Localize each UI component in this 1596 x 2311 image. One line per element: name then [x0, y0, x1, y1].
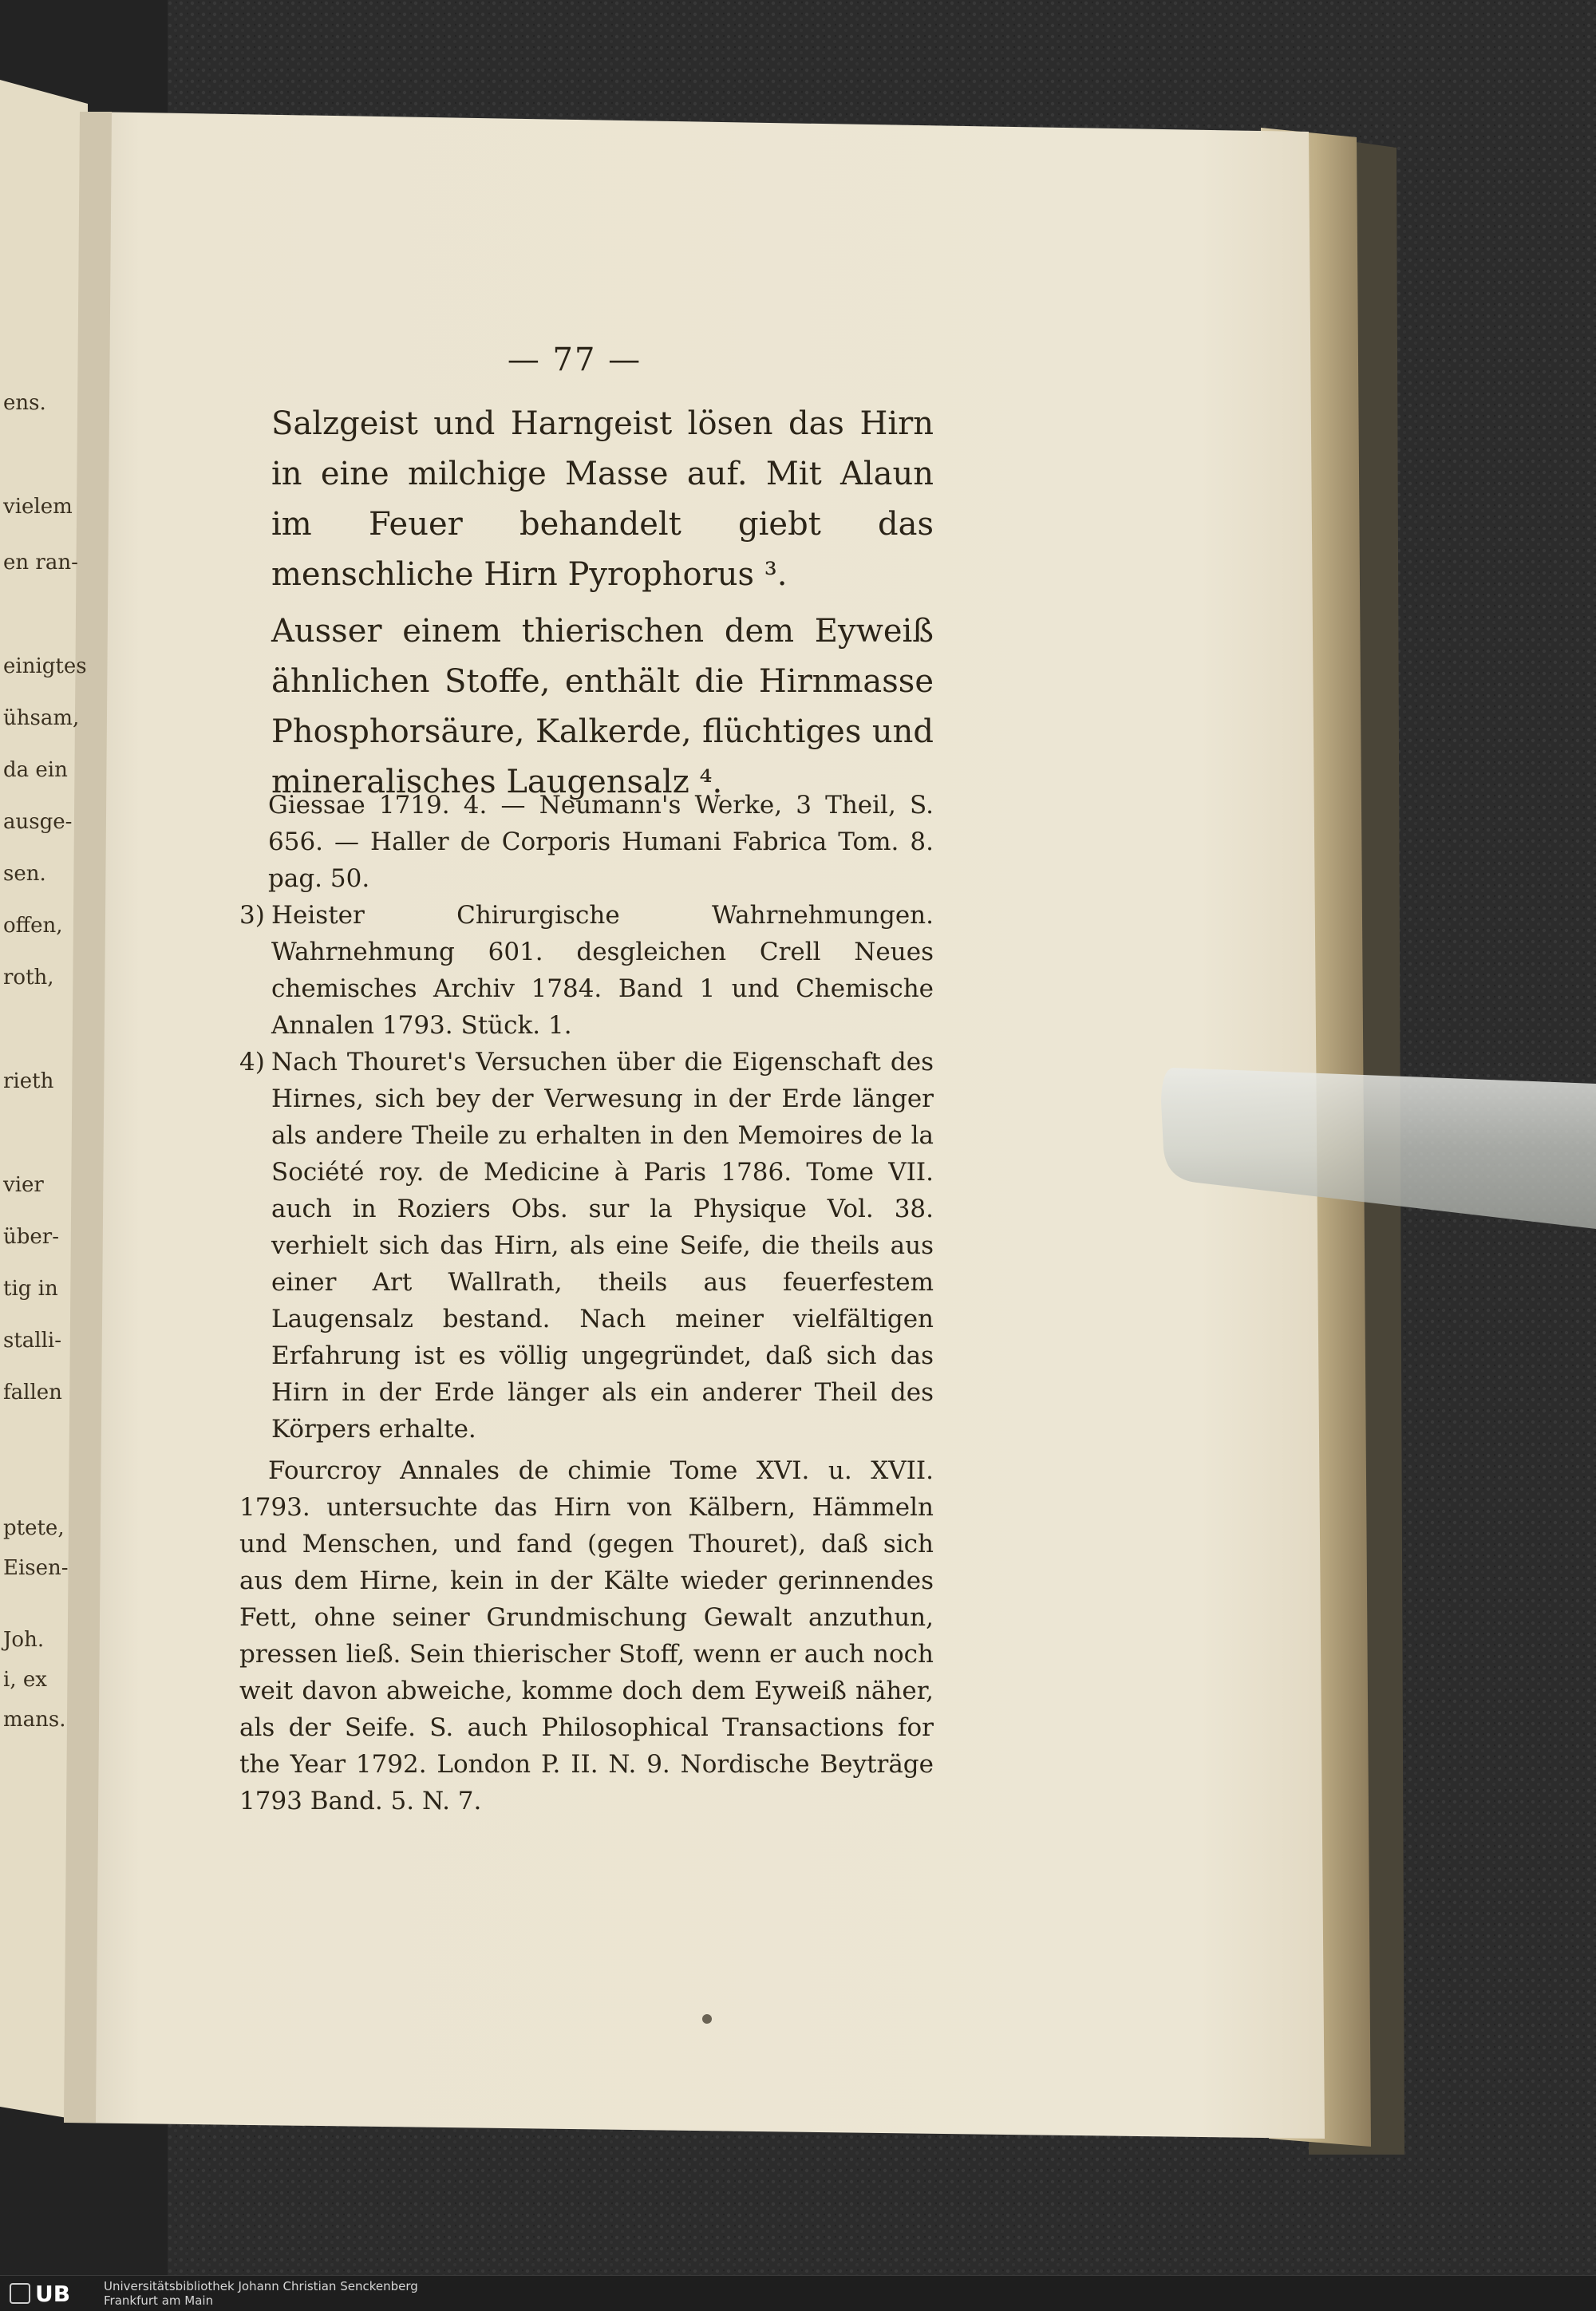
library-footer	[0, 2275, 1596, 2311]
library-logo-text: UB	[35, 2280, 71, 2307]
left-fragment: Joh.	[3, 1628, 45, 1652]
left-fragment: i, ex	[3, 1668, 47, 1692]
page-mark	[702, 2014, 712, 2024]
library-seal-icon	[10, 2283, 30, 2304]
left-fragment: offen,	[3, 914, 63, 938]
paragraph: Salzgeist und Harngeist lösen das Hirn in eine milchige Masse auf. Mit Alaun im Feuer behandelt giebt das menschliche Hirn Pyrophorus ³.	[271, 405, 934, 593]
footnote-number: 4)	[239, 1048, 265, 1076]
left-fragment: vielem	[3, 495, 73, 519]
main-text	[271, 399, 934, 808]
left-fragment: da ein	[3, 758, 68, 782]
left-fragment: Eisen-	[3, 1556, 69, 1580]
page-number: — 77 —	[507, 342, 642, 378]
left-fragment: tig in	[3, 1277, 58, 1301]
library-name	[104, 2279, 418, 2308]
left-fragment: roth,	[3, 966, 54, 990]
left-fragment: ens.	[3, 391, 46, 415]
footnote-continuation: Fourcroy Annales de chimie Tome XVI. u. XVII. 1793. untersuchte das Hirn von Kälbern, Hämmeln und Menschen, und fand (gegen Thouret), daß sich aus dem Hirne, kein in der Kälte wieder gerinnendes Fett, ohne seiner Grundmischung Gewalt anzuthun, pressen ließ. Sein thierischer Stoff, wenn er auch noch weit davon abweiche, komme doch dem Eyweiß näher, als der Seife. S. auch Philosophical Transactions for the Year 1792. London P. II. N. 9. Nordische Beyträge 1793 Band. 5. N. 7.	[239, 1456, 934, 1815]
left-fragment: ühsam,	[3, 706, 80, 730]
paragraph: Ausser einem thierischen dem Eyweiß ähnlichen Stoffe, enthält die Hirnmasse Phosphorsäure, Kalkerde, flüchtiges und mineralisches Laugensalz ⁴.	[271, 613, 934, 800]
left-fragment: fallen	[3, 1381, 62, 1404]
left-fragment: sen.	[3, 862, 46, 886]
footnote-text: Heister Chirurgische Wahrnehmungen. Wahrnehmung 601. desgleichen Crell Neues chemisches Archiv 1784. Band 1 und Chemische Annalen 1793. Stück. 1.	[271, 901, 934, 1040]
library-logo[interactable]	[10, 2280, 96, 2307]
library-name-line2: Frankfurt am Main	[104, 2293, 214, 2308]
left-fragment: ausge-	[3, 810, 73, 834]
footnote-4	[239, 1044, 934, 1448]
left-fragment: über-	[3, 1225, 59, 1249]
footnotes	[239, 787, 934, 1819]
left-fragment: ptete,	[3, 1516, 65, 1540]
footnote-number: 3)	[239, 901, 265, 930]
left-fragment: vier	[3, 1173, 44, 1197]
footnote-lead: Giessae 1719. 4. — Neumann's Werke, 3 Theil, S. 656. — Haller de Corporis Humani Fabrica Tom. 8. pag. 50.	[268, 791, 934, 893]
left-fragment: einigtes	[3, 654, 87, 678]
footnote-text: Nach Thouret's Versuchen über die Eigenschaft des Hirnes, sich bey der Verwesung in der Erde länger als andere Theile zu erhalten in den Memoires de la Société roy. de Medicine à Paris 1786. Tome VII. auch in Roziers Obs. sur la Physique Vol. 38. verhielt sich das Hirn, als eine Seife, die theils aus einer Art Wallrath, theils aus feuerfestem Laugensalz bestand. Nach meiner vielfältigen Erfahrung ist es völlig ungegründet, daß sich das Hirn in der Erde länger als ein anderer Theil des Körpers erhalte.	[271, 1048, 934, 1444]
left-fragment: mans.	[3, 1708, 66, 1732]
left-fragment: rieth	[3, 1069, 54, 1093]
footnote-3	[239, 897, 934, 1044]
left-fragment: en ran-	[3, 551, 78, 575]
library-name-line1: Universitätsbibliothek Johann Christian Senckenberg	[104, 2279, 418, 2293]
left-fragment: stalli-	[3, 1329, 62, 1353]
